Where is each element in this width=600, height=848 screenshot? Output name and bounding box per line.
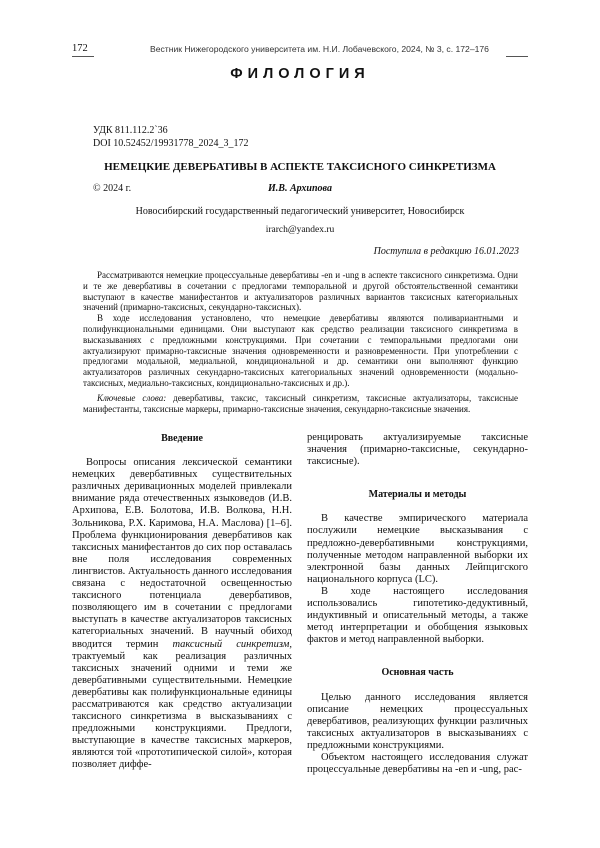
page-number: 172 [72, 43, 88, 54]
left-column [72, 432, 292, 772]
author-name: И.В. Архипова [268, 183, 332, 194]
spacer [307, 468, 528, 488]
methods-heading: Материалы и методы [368, 489, 467, 501]
keywords [83, 393, 518, 415]
intro-paragraph [72, 457, 292, 771]
author-email: irarch@yandex.ru [265, 225, 335, 235]
header-rule-left [72, 56, 94, 57]
spacer [307, 646, 528, 666]
received-date: Поступила в редакцию 16.01.2023 [373, 246, 519, 257]
keywords-label: Ключевые слова: [97, 393, 167, 403]
article-title: НЕМЕЦКИЕ ДЕВЕРБАТИВЫ В АСПЕКТЕ ТАКСИСНОГО СИНКРЕТИЗМА [104, 161, 496, 173]
abstract [83, 270, 518, 389]
introduction-heading: Введение [161, 433, 203, 444]
abstract-paragraph: Рассматриваются немецкие процессуальные девербативы -en и -ung в аспекте таксисного синкретизма. Одни и те же девербативы в сочетании с предлогами темпоральной и другой обстоятельственной семантики выступают в качестве манифестантов и актуализаторов различных вариантов таксисных категориальных значений (примарно-таксисных, секундарно-таксисных). [83, 270, 518, 313]
main-paragraph: Объектом настоящего исследования служат процессуальные девербативы на -en и -ung, рас- [307, 751, 528, 776]
affiliation: Новосибирский государственный педагогический университет, Новосибирск [135, 206, 465, 217]
intro-text: Вопросы описания лексической семантики немецких девербативных существительных различных деривационных моделей привлекали внимание ряда отечественных языковедов (И.В. Архипова, Е.В. Болотова, И.В. Волкова, Н.Н. Зольникова, Р.Х. Каримова, Н.А. Маслова) [1–6]. Проблема функционирования девербативов как таксисных манифестантов до сих пор оставалась вне поля исследования современных лингвистов. Актуальность данного исследования связана с недостаточной освещенностью таксисного потенциала девербативов, позволяющего им в сочетании с предлогами выступать в качестве актуализаторов таксисных категориальных значений. В научный обиход вводится термин [72, 457, 292, 650]
abstract-paragraph: В ходе исследования установлено, что немецкие девербативы являются поливариантными и полифункциональными единицами. Они выступают как средство реализации таксисного синкретизма в высказываниях с предложными конструкциями. При сочетании с темпоральными предлогами они актуализируют примарно-таксисные значения одновременности и разновременности. При употреблении с предлогами модальной, медиальной, кондициональной и др. семантики они выполняют функцию актуализаторов различных секундарно-таксисных категориальных значений одновременности (модально-таксисных, медиально-таксисных, кондиционально-таксисных и др.). [83, 313, 518, 388]
right-column [307, 432, 528, 776]
udk-code: УДК 811.112.2`36 [93, 125, 168, 136]
methods-paragraph: В ходе настоящего исследования использовались гипотетико-дедуктивный, индуктивный и описательный методы, а также метод интерпретации и обобщения языковых фактов и метод направленной выборки. [307, 585, 528, 646]
term-italic: таксисный синкретизм, [172, 638, 292, 650]
main-paragraph: Целью данного исследования является описание немецких процессуальных девербативов, реализующих функции различных таксисных актуализаторов в высказываниях с предложными конструкциями. [307, 691, 528, 751]
main-part-heading: Основная часть [381, 667, 454, 679]
journal-header: Вестник Нижегородского университета им. Н.И. Лобачевского, 2024, № 3, с. 172–176 [150, 44, 489, 54]
header-rule-right [506, 56, 528, 57]
copyright: © 2024 г. [93, 183, 132, 194]
intro-text-end: трактуемый как реализация различных таксисных значений одними и теми же девербативными существительными. Немецкие девербативы как полифункциональные единицы рассматриваются как средство актуализации таксисного синкретизма в высказываниях с предложными конструкциями. Предлоги, выступающие в качестве таксисных маркеров, являются той «прототипической силой», которая позволяет диффе- [72, 650, 292, 771]
section-title: ФИЛОЛОГИЯ [230, 66, 370, 82]
keywords-text: девербативы, таксис, таксисный синкретизм, таксисные актуализаторы, таксисные манифестанты, таксисные маркеры, примарно-таксисные значения, секундарно-таксисные значения. [83, 393, 518, 414]
doi: DOI 10.52452/19931778_2024_3_172 [93, 138, 249, 149]
methods-paragraph: В качестве эмпирического материала послужили немецкие высказывания с предложно-девербативными конструкциями, полученные методом направленной выборки их электронной базы данных Лейпцигского национального корпуса (LC). [307, 513, 528, 585]
continued-paragraph: ренцировать актуализируемые таксисные значения (примарно-таксисные, секундарно-таксисные). [307, 432, 528, 468]
